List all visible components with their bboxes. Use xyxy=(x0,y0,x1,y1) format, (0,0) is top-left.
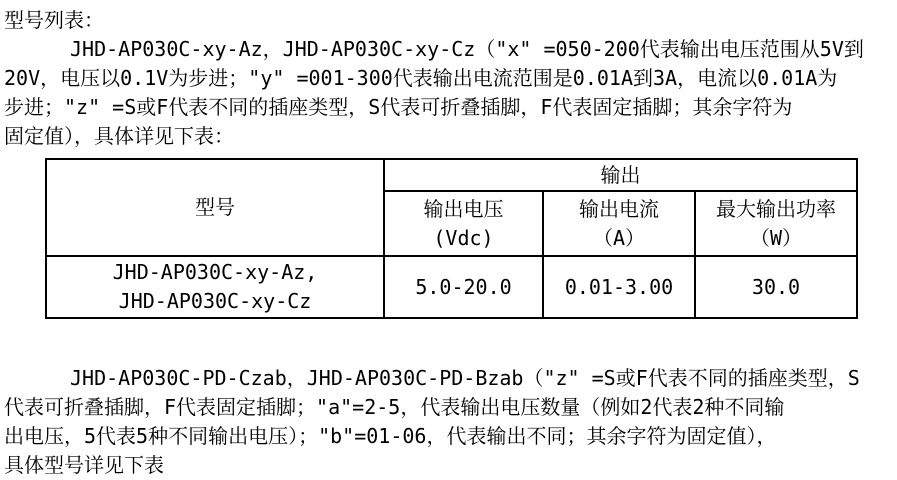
paragraph-line: 20V，电压以0.1V为步进；"y" =001-300代表输出电流范围是0.01A到3A，电流以0.01A为 xyxy=(4,66,838,90)
model-description-paragraph xyxy=(4,35,893,151)
paragraph-line: JHD-AP030C-xy-Az，JHD-AP030C-xy-Cz（"x" =050-200代表输出电压范围从5V到 xyxy=(70,37,864,61)
table-row xyxy=(46,256,857,318)
cell-model xyxy=(46,256,384,318)
column-header-label: 输出电流 xyxy=(579,196,659,221)
column-group-header-output: 输出 xyxy=(384,159,857,191)
table-header-row-group xyxy=(46,159,857,191)
column-header-label: 最大输出功率 xyxy=(716,196,836,221)
cell-max-output-power: 30.0 xyxy=(695,256,857,318)
column-header-unit: （W） xyxy=(749,225,803,250)
paragraph-line: 出电压，5代表5种不同输出电压）；"b"=01-06，代表输出不同；其余字符为固定值）， xyxy=(4,424,777,448)
page-title: 型号列表： xyxy=(4,8,104,32)
pd-model-description-paragraph xyxy=(4,364,893,480)
column-header-unit: （A） xyxy=(592,225,646,250)
model-name-line: JHD-AP030C-xy-Cz xyxy=(118,289,312,313)
column-header-label: 输出电压 xyxy=(423,196,504,221)
paragraph-line: 步进；"z" =S或F代表不同的插座类型，S代表可折叠插脚，F代表固定插脚；其余字符为 xyxy=(4,95,793,119)
column-header-unit: (Vdc) xyxy=(433,225,494,250)
model-spec-table xyxy=(45,158,858,319)
paragraph-line: 代表可折叠插脚，F代表固定插脚；"a"=2-5，代表输出电压数量（例如2代表2种不同输 xyxy=(4,395,785,419)
column-header-model: 型号 xyxy=(46,159,384,256)
cell-output-voltage: 5.0-20.0 xyxy=(384,256,543,318)
paragraph-line: 具体型号详见下表 xyxy=(4,453,164,477)
model-name-line: JHD-AP030C-xy-Az, xyxy=(112,260,318,284)
column-header-output-voltage xyxy=(384,191,543,256)
column-header-max-output-power xyxy=(695,191,857,256)
paragraph-line: 固定值），具体详见下表： xyxy=(4,124,234,148)
paragraph-line: JHD-AP030C-PD-Czab，JHD-AP030C-PD-Bzab（"z" =S或F代表不同的插座类型，S xyxy=(70,366,860,390)
cell-output-current: 0.01-3.00 xyxy=(543,256,695,318)
column-header-output-current xyxy=(543,191,695,256)
